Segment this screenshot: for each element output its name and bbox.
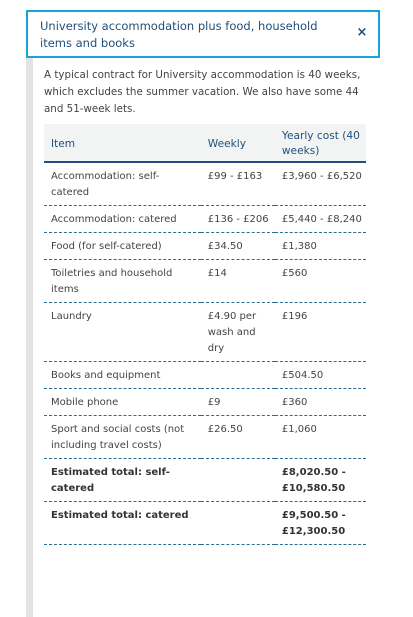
table-row (44, 416, 366, 459)
cell-item: Sport and social costs (not including travel costs) (44, 416, 201, 459)
table-row (44, 389, 366, 416)
total-row-self-catered (44, 459, 366, 502)
accordion-header[interactable] (26, 10, 380, 58)
cell-yearly: £504.50 (275, 362, 366, 389)
cell-yearly: £560 (275, 260, 366, 303)
accordion-body (26, 58, 380, 617)
total-weekly (201, 502, 275, 545)
cell-item: Food (for self-catered) (44, 233, 201, 260)
cell-yearly: £3,960 - £6,520 (275, 162, 366, 206)
header-yearly: Yearly cost (40 weeks) (275, 124, 366, 162)
cost-table (44, 124, 366, 545)
total-yearly: £9,500.50 - £12,300.50 (275, 502, 366, 545)
cell-yearly: £196 (275, 303, 366, 362)
total-item: Estimated total: catered (44, 502, 201, 545)
total-item: Estimated total: self-catered (44, 459, 201, 502)
table-row (44, 260, 366, 303)
table-header-row (44, 124, 366, 162)
cell-item: Accommodation: self-catered (44, 162, 201, 206)
cell-item: Toiletries and household items (44, 260, 201, 303)
cell-weekly: £14 (201, 260, 275, 303)
table-row (44, 362, 366, 389)
total-row-catered (44, 502, 366, 545)
close-icon[interactable]: × (356, 25, 368, 40)
cell-item: Laundry (44, 303, 201, 362)
cell-weekly: £9 (201, 389, 275, 416)
cell-weekly: £136 - £206 (201, 206, 275, 233)
table-row (44, 303, 366, 362)
intro-text: A typical contract for University accommodation is 40 weeks, which excludes the summer vacation. We also have some 44 and 51-week lets. (44, 69, 361, 115)
cell-weekly (201, 362, 275, 389)
table-row (44, 206, 366, 233)
cell-item: Books and equipment (44, 362, 201, 389)
cell-yearly: £5,440 - £8,240 (275, 206, 366, 233)
cell-weekly: £26.50 (201, 416, 275, 459)
cell-yearly: £1,380 (275, 233, 366, 260)
cell-item: Mobile phone (44, 389, 201, 416)
cell-yearly: £360 (275, 389, 366, 416)
cost-accordion-panel (26, 10, 380, 617)
accordion-title: University accommodation plus food, household items and books (40, 19, 318, 50)
total-weekly (201, 459, 275, 502)
header-weekly: Weekly (201, 124, 275, 162)
header-item: Item (44, 124, 201, 162)
cell-yearly: £1,060 (275, 416, 366, 459)
cell-weekly: £4.90 per wash and dry (201, 303, 275, 362)
table-row (44, 233, 366, 260)
cell-weekly: £99 - £163 (201, 162, 275, 206)
table-row (44, 162, 366, 206)
total-yearly: £8,020.50 - £10,580.50 (275, 459, 366, 502)
cell-weekly: £34.50 (201, 233, 275, 260)
cell-item: Accommodation: catered (44, 206, 201, 233)
